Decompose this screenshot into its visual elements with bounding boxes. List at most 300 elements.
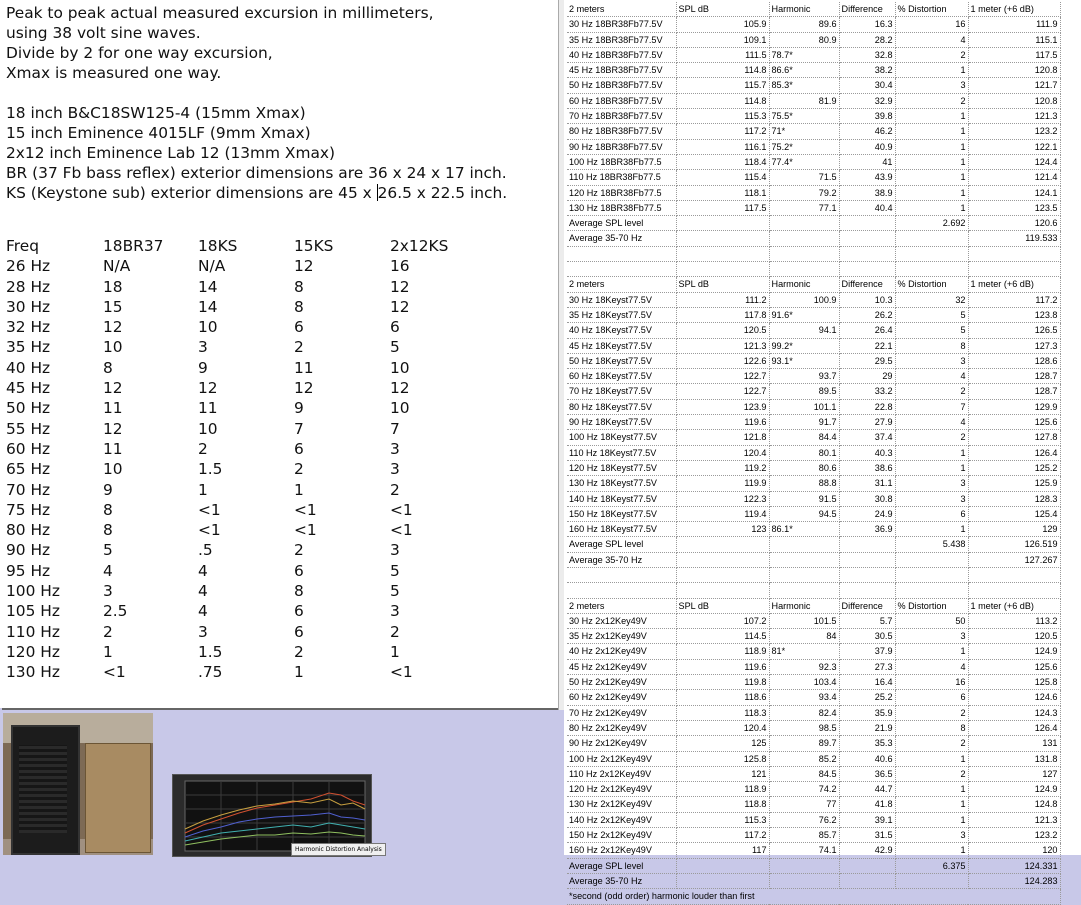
sheet-cell[interactable]: 115.1 [968, 32, 1060, 47]
sheet-cell[interactable]: 117.5 [676, 200, 769, 215]
sheet-cell[interactable]: 90 Hz 18BR38Fb77.5V [567, 139, 676, 154]
sheet-cell[interactable] [676, 537, 769, 552]
sheet-cell[interactable]: 122.1 [968, 139, 1060, 154]
sheet-cell[interactable]: 88.8 [769, 476, 839, 491]
sheet-cell[interactable]: 89.7 [769, 736, 839, 751]
sheet-cell[interactable] [676, 262, 769, 277]
sheet-cell[interactable]: 32 [895, 292, 968, 307]
sheet-cell[interactable]: Difference [839, 598, 895, 613]
sheet-cell[interactable]: Difference [839, 277, 895, 292]
sheet-cell[interactable]: 32.8 [839, 47, 895, 62]
sheet-cell[interactable] [839, 567, 895, 582]
sheet-cell[interactable]: 3 [895, 353, 968, 368]
sheet-cell[interactable] [769, 246, 839, 261]
sheet-cell[interactable]: 113.2 [968, 613, 1060, 628]
sheet-cell[interactable]: 36.5 [839, 766, 895, 781]
sheet-cell[interactable]: 1 [895, 170, 968, 185]
sheet-cell[interactable]: 124.9 [968, 644, 1060, 659]
sheet-cell[interactable]: 26.4 [839, 323, 895, 338]
sheet-cell[interactable]: 1 [895, 124, 968, 139]
sheet-cell[interactable]: 125.9 [968, 476, 1060, 491]
sheet-cell[interactable]: 60 Hz 18BR38Fb77.5V [567, 93, 676, 108]
sheet-cell[interactable]: Average 35-70 Hz [567, 873, 676, 888]
sheet-cell[interactable]: 100.9 [769, 292, 839, 307]
sheet-cell[interactable]: 90 Hz 2x12Key49V [567, 736, 676, 751]
sheet-cell[interactable]: 35.3 [839, 736, 895, 751]
subwoofer-photo-thumbnail[interactable] [3, 713, 153, 855]
sheet-cell[interactable]: 2 meters [567, 2, 676, 17]
sheet-cell[interactable]: 1 [895, 200, 968, 215]
sheet-cell[interactable] [769, 858, 839, 873]
sheet-cell[interactable]: 123 [676, 522, 769, 537]
sheet-cell[interactable]: 121.3 [968, 812, 1060, 827]
sheet-cell[interactable]: 45 Hz 2x12Key49V [567, 659, 676, 674]
sheet-cell[interactable] [567, 567, 676, 582]
sheet-cell[interactable]: 5.7 [839, 613, 895, 628]
sheet-cell[interactable]: SPL dB [676, 598, 769, 613]
sheet-cell[interactable]: 119.533 [968, 231, 1060, 246]
sheet-cell[interactable]: 100 Hz 18BR38Fb77.5 [567, 154, 676, 169]
sheet-cell[interactable]: 1 [895, 445, 968, 460]
sheet-cell[interactable] [839, 873, 895, 888]
sheet-cell[interactable]: Harmonic [769, 2, 839, 17]
sheet-cell[interactable]: 122.7 [676, 384, 769, 399]
sheet-cell[interactable]: 30 Hz 18Keyst77.5V [567, 292, 676, 307]
sheet-cell[interactable]: % Distortion [895, 598, 968, 613]
sheet-cell[interactable]: 107.2 [676, 613, 769, 628]
sheet-cell[interactable]: Difference [839, 2, 895, 17]
sheet-cell[interactable]: 120 [968, 843, 1060, 858]
sheet-cell[interactable]: 117 [676, 843, 769, 858]
sheet-cell[interactable] [676, 216, 769, 231]
sheet-cell[interactable]: 27.3 [839, 659, 895, 674]
sheet-cell[interactable]: 71.5 [769, 170, 839, 185]
sheet-cell[interactable]: 120.5 [968, 629, 1060, 644]
sheet-cell[interactable]: 1 [895, 782, 968, 797]
sheet-cell[interactable]: 81* [769, 644, 839, 659]
sheet-cell[interactable]: 125.6 [968, 659, 1060, 674]
sheet-cell[interactable]: 3 [895, 629, 968, 644]
sheet-cell[interactable]: 22.8 [839, 399, 895, 414]
sheet-cell[interactable]: 10.3 [839, 292, 895, 307]
sheet-cell[interactable]: 160 Hz 18Keyst77.5V [567, 522, 676, 537]
sheet-cell[interactable]: 124.9 [968, 782, 1060, 797]
sheet-cell[interactable] [839, 552, 895, 567]
sheet-cell[interactable] [676, 873, 769, 888]
sheet-cell[interactable]: 29.5 [839, 353, 895, 368]
sheet-cell[interactable] [839, 858, 895, 873]
sheet-cell[interactable]: 123.8 [968, 307, 1060, 322]
sheet-cell[interactable]: 30 Hz 18BR38Fb77.5V [567, 17, 676, 32]
sheet-cell[interactable] [839, 262, 895, 277]
sheet-cell[interactable]: 45 Hz 18Keyst77.5V [567, 338, 676, 353]
sheet-cell[interactable]: 35 Hz 18Keyst77.5V [567, 307, 676, 322]
sheet-cell[interactable]: 92.3 [769, 659, 839, 674]
sheet-cell[interactable]: 74.1 [769, 843, 839, 858]
sheet-cell[interactable]: 123.2 [968, 124, 1060, 139]
sheet-cell[interactable]: 120 Hz 18Keyst77.5V [567, 460, 676, 475]
sheet-cell[interactable] [769, 552, 839, 567]
sheet-cell[interactable]: 43.9 [839, 170, 895, 185]
sheet-cell[interactable]: 16.3 [839, 17, 895, 32]
sheet-cell[interactable]: 101.1 [769, 399, 839, 414]
sheet-cell[interactable]: 124.331 [968, 858, 1060, 873]
sheet-cell[interactable]: 125 [676, 736, 769, 751]
sheet-cell[interactable]: 117.2 [676, 828, 769, 843]
sheet-cell[interactable]: 2 [895, 47, 968, 62]
sheet-cell[interactable]: 7 [895, 399, 968, 414]
sheet-cell[interactable]: 30 Hz 2x12Key49V [567, 613, 676, 628]
sheet-cell[interactable]: 140 Hz 2x12Key49V [567, 812, 676, 827]
sheet-cell[interactable]: 121.3 [676, 338, 769, 353]
sheet-cell[interactable]: 1 [895, 154, 968, 169]
sheet-cell[interactable]: 93.4 [769, 690, 839, 705]
distortion-graph-window[interactable] [172, 774, 382, 857]
sheet-cell[interactable]: 26.2 [839, 307, 895, 322]
sheet-cell[interactable]: 60 Hz 18Keyst77.5V [567, 369, 676, 384]
sheet-cell[interactable]: 41 [839, 154, 895, 169]
sheet-cell[interactable]: 119.4 [676, 506, 769, 521]
sheet-cell[interactable]: 118.9 [676, 782, 769, 797]
sheet-cell[interactable]: 1 [895, 751, 968, 766]
sheet-cell[interactable]: 30.4 [839, 78, 895, 93]
sheet-cell[interactable]: 160 Hz 2x12Key49V [567, 843, 676, 858]
sheet-cell[interactable]: 128.6 [968, 353, 1060, 368]
sheet-cell[interactable]: 124.283 [968, 873, 1060, 888]
sheet-cell[interactable]: 82.4 [769, 705, 839, 720]
sheet-cell[interactable]: Harmonic [769, 277, 839, 292]
sheet-cell[interactable]: 85.7 [769, 828, 839, 843]
sheet-cell[interactable]: Average SPL level [567, 537, 676, 552]
sheet-cell[interactable]: 21.9 [839, 720, 895, 735]
sheet-cell[interactable]: % Distortion [895, 2, 968, 17]
sheet-cell[interactable]: 2 [895, 384, 968, 399]
sheet-cell[interactable]: 2 [895, 736, 968, 751]
sheet-cell[interactable]: 126.5 [968, 323, 1060, 338]
sheet-cell[interactable]: Average SPL level [567, 216, 676, 231]
sheet-cell[interactable] [769, 583, 839, 598]
sheet-cell[interactable]: 1 [895, 139, 968, 154]
sheet-cell[interactable] [567, 262, 676, 277]
sheet-cell[interactable]: 37.4 [839, 430, 895, 445]
sheet-cell[interactable]: 80 Hz 18BR38Fb77.5V [567, 124, 676, 139]
sheet-cell[interactable]: % Distortion [895, 277, 968, 292]
sheet-cell[interactable]: 119.6 [676, 659, 769, 674]
sheet-cell[interactable]: 118.6 [676, 690, 769, 705]
sheet-cell[interactable] [895, 246, 968, 261]
sheet-cell[interactable]: 125.8 [968, 675, 1060, 690]
sheet-cell[interactable] [839, 583, 895, 598]
sheet-cell[interactable]: 85.2 [769, 751, 839, 766]
sheet-cell[interactable]: 128.7 [968, 369, 1060, 384]
sheet-cell[interactable]: 109.1 [676, 32, 769, 47]
sheet-cell[interactable]: 124.4 [968, 154, 1060, 169]
sheet-cell[interactable]: 100 Hz 2x12Key49V [567, 751, 676, 766]
sheet-cell[interactable]: 3 [895, 476, 968, 491]
sheet-cell[interactable]: 129.9 [968, 399, 1060, 414]
sheet-cell[interactable]: 125.2 [968, 460, 1060, 475]
sheet-cell[interactable]: 1 [895, 63, 968, 78]
sheet-cell[interactable]: 84 [769, 629, 839, 644]
sheet-cell[interactable] [769, 262, 839, 277]
sheet-cell[interactable]: SPL dB [676, 277, 769, 292]
sheet-cell[interactable]: 124.1 [968, 185, 1060, 200]
sheet-cell[interactable]: 1 [895, 644, 968, 659]
sheet-cell[interactable]: 40 Hz 2x12Key49V [567, 644, 676, 659]
sheet-cell[interactable]: 38.6 [839, 460, 895, 475]
sheet-cell[interactable]: Average 35-70 Hz [567, 552, 676, 567]
sheet-cell[interactable] [676, 567, 769, 582]
sheet-cell[interactable]: 110 Hz 18Keyst77.5V [567, 445, 676, 460]
sheet-cell[interactable] [839, 231, 895, 246]
sheet-cell[interactable]: 6 [895, 506, 968, 521]
sheet-cell[interactable]: 16 [895, 675, 968, 690]
sheet-cell[interactable]: 115.4 [676, 170, 769, 185]
sheet-cell[interactable] [567, 583, 676, 598]
sheet-cell[interactable]: 40.4 [839, 200, 895, 215]
sheet-cell[interactable]: 120.4 [676, 720, 769, 735]
sheet-cell[interactable]: 33.2 [839, 384, 895, 399]
sheet-cell[interactable]: 39.8 [839, 109, 895, 124]
sheet-cell[interactable]: 38.9 [839, 185, 895, 200]
sheet-cell[interactable]: 50 Hz 18BR38Fb77.5V [567, 78, 676, 93]
sheet-cell[interactable]: 4 [895, 659, 968, 674]
sheet-cell[interactable]: 115.3 [676, 812, 769, 827]
sheet-cell[interactable]: 128.3 [968, 491, 1060, 506]
sheet-cell[interactable]: 4 [895, 32, 968, 47]
sheet-cell[interactable]: 60 Hz 2x12Key49V [567, 690, 676, 705]
sheet-cell[interactable]: 120.4 [676, 445, 769, 460]
sheet-cell[interactable] [839, 216, 895, 231]
sheet-cell[interactable]: 75.5* [769, 109, 839, 124]
sheet-cell[interactable]: 130 Hz 18Keyst77.5V [567, 476, 676, 491]
sheet-cell[interactable]: 80.9 [769, 32, 839, 47]
sheet-cell[interactable]: 140 Hz 18Keyst77.5V [567, 491, 676, 506]
sheet-cell[interactable]: 32.9 [839, 93, 895, 108]
sheet-cell[interactable] [895, 552, 968, 567]
sheet-cell[interactable]: 41.8 [839, 797, 895, 812]
sheet-cell[interactable]: 42.9 [839, 843, 895, 858]
sheet-cell[interactable]: 1 [895, 797, 968, 812]
sheet-cell[interactable]: 2 [895, 430, 968, 445]
sheet-cell[interactable]: 118.3 [676, 705, 769, 720]
sheet-cell[interactable] [968, 262, 1060, 277]
sheet-cell[interactable]: 93.1* [769, 353, 839, 368]
sheet-cell[interactable]: 45 Hz 18BR38Fb77.5V [567, 63, 676, 78]
sheet-cell[interactable] [895, 873, 968, 888]
sheet-cell[interactable]: 3 [895, 78, 968, 93]
sheet-cell[interactable]: 114.8 [676, 63, 769, 78]
sheet-cell[interactable]: 122.7 [676, 369, 769, 384]
sheet-cell[interactable]: 28.2 [839, 32, 895, 47]
sheet-cell[interactable]: 8 [895, 338, 968, 353]
sheet-cell[interactable]: 2 [895, 93, 968, 108]
sheet-cell[interactable]: 121.3 [968, 109, 1060, 124]
sheet-cell[interactable]: 86.6* [769, 63, 839, 78]
sheet-cell[interactable] [895, 583, 968, 598]
sheet-cell[interactable]: 1 [895, 460, 968, 475]
sheet-cell[interactable]: 125.8 [676, 751, 769, 766]
sheet-cell[interactable]: 93.7 [769, 369, 839, 384]
sheet-cell[interactable]: 70 Hz 2x12Key49V [567, 705, 676, 720]
sheet-cell[interactable]: 50 [895, 613, 968, 628]
sheet-cell[interactable] [676, 583, 769, 598]
sheet-cell[interactable]: 70 Hz 18BR38Fb77.5V [567, 109, 676, 124]
sheet-cell[interactable]: 24.9 [839, 506, 895, 521]
sheet-cell[interactable]: 37.9 [839, 644, 895, 659]
sheet-cell[interactable]: 120.8 [968, 63, 1060, 78]
sheet-cell[interactable]: 125.6 [968, 415, 1060, 430]
sheet-cell[interactable]: 127.3 [968, 338, 1060, 353]
sheet-cell[interactable]: 94.5 [769, 506, 839, 521]
sheet-cell[interactable]: 27.9 [839, 415, 895, 430]
sheet-cell[interactable]: 38.2 [839, 63, 895, 78]
sheet-cell[interactable]: 75.2* [769, 139, 839, 154]
sheet-cell[interactable]: 40.6 [839, 751, 895, 766]
sheet-cell[interactable]: 50 Hz 2x12Key49V [567, 675, 676, 690]
sheet-cell[interactable] [769, 537, 839, 552]
sheet-cell[interactable]: 117.5 [968, 47, 1060, 62]
sheet-cell[interactable]: 91.5 [769, 491, 839, 506]
sheet-cell[interactable] [567, 246, 676, 261]
sheet-cell[interactable]: 2 [895, 705, 968, 720]
sheet-cell[interactable]: 127.8 [968, 430, 1060, 445]
sheet-cell[interactable] [676, 858, 769, 873]
sheet-cell[interactable]: 105.9 [676, 17, 769, 32]
sheet-cell[interactable]: 1 meter (+6 dB) [968, 2, 1060, 17]
sheet-cell[interactable]: 130 Hz 2x12Key49V [567, 797, 676, 812]
sheet-cell[interactable] [895, 231, 968, 246]
sheet-cell[interactable]: 44.7 [839, 782, 895, 797]
sheet-cell[interactable] [769, 873, 839, 888]
sheet-cell[interactable]: 40.9 [839, 139, 895, 154]
sheet-cell[interactable]: 85.3* [769, 78, 839, 93]
sheet-cell[interactable] [968, 246, 1060, 261]
sheet-cell[interactable]: 101.5 [769, 613, 839, 628]
sheet-cell[interactable]: 110 Hz 2x12Key49V [567, 766, 676, 781]
sheet-cell[interactable]: 40 Hz 18Keyst77.5V [567, 323, 676, 338]
sheet-cell[interactable]: 25.2 [839, 690, 895, 705]
sheet-cell[interactable]: 2 [895, 766, 968, 781]
sheet-cell[interactable]: 119.8 [676, 675, 769, 690]
sheet-cell[interactable]: 40.3 [839, 445, 895, 460]
sheet-cell[interactable]: 80 Hz 18Keyst77.5V [567, 399, 676, 414]
sheet-cell[interactable]: 150 Hz 2x12Key49V [567, 828, 676, 843]
sheet-cell[interactable]: 100 Hz 18Keyst77.5V [567, 430, 676, 445]
sheet-cell[interactable]: 121.7 [968, 78, 1060, 93]
sheet-cell[interactable]: Harmonic [769, 598, 839, 613]
sheet-cell[interactable]: 120.6 [968, 216, 1060, 231]
sheet-cell[interactable]: Average 35-70 Hz [567, 231, 676, 246]
sheet-cell[interactable]: 1 [895, 185, 968, 200]
sheet-cell[interactable]: 22.1 [839, 338, 895, 353]
sheet-cell[interactable]: 117.8 [676, 307, 769, 322]
sheet-cell[interactable] [968, 583, 1060, 598]
sheet-cell[interactable] [895, 262, 968, 277]
sheet-cell[interactable]: 30.8 [839, 491, 895, 506]
sheet-cell[interactable]: 84.4 [769, 430, 839, 445]
sheet-cell[interactable]: 16.4 [839, 675, 895, 690]
sheet-cell[interactable]: 127 [968, 766, 1060, 781]
sheet-cell[interactable]: 119.6 [676, 415, 769, 430]
sheet-cell[interactable]: 91.6* [769, 307, 839, 322]
sheet-cell[interactable]: 111.5 [676, 47, 769, 62]
sheet-cell[interactable]: Average SPL level [567, 858, 676, 873]
sheet-cell[interactable]: 5.438 [895, 537, 968, 552]
sheet-cell[interactable]: 91.7 [769, 415, 839, 430]
sheet-cell[interactable]: 103.4 [769, 675, 839, 690]
sheet-cell[interactable] [968, 567, 1060, 582]
sheet-cell[interactable]: 78.7* [769, 47, 839, 62]
sheet-cell[interactable]: 3 [895, 828, 968, 843]
sheet-cell[interactable]: 124.6 [968, 690, 1060, 705]
sheet-cell[interactable]: 4 [895, 415, 968, 430]
sheet-cell[interactable]: 118.4 [676, 154, 769, 169]
sheet-cell[interactable]: 31.5 [839, 828, 895, 843]
sheet-cell[interactable] [769, 216, 839, 231]
sheet-cell[interactable]: 131 [968, 736, 1060, 751]
sheet-cell[interactable]: 35 Hz 18BR38Fb77.5V [567, 32, 676, 47]
sheet-cell[interactable]: 90 Hz 18Keyst77.5V [567, 415, 676, 430]
sheet-cell[interactable]: 30.5 [839, 629, 895, 644]
sheet-cell[interactable]: 1 meter (+6 dB) [968, 598, 1060, 613]
sheet-cell[interactable]: 1 [895, 522, 968, 537]
sheet-cell[interactable]: 129 [968, 522, 1060, 537]
sheet-cell[interactable] [839, 246, 895, 261]
sheet-cell[interactable] [676, 552, 769, 567]
sheet-cell[interactable]: 98.5 [769, 720, 839, 735]
sheet-cell[interactable] [676, 231, 769, 246]
sheet-cell[interactable]: 120 Hz 18BR38Fb77.5 [567, 185, 676, 200]
sheet-cell[interactable]: 94.1 [769, 323, 839, 338]
sheet-cell[interactable]: 117.2 [676, 124, 769, 139]
sheet-cell[interactable]: 114.5 [676, 629, 769, 644]
sheet-cell[interactable]: 118.9 [676, 644, 769, 659]
spreadsheet-window[interactable] [564, 0, 1081, 902]
sheet-cell[interactable]: 118.8 [676, 797, 769, 812]
sheet-cell[interactable]: 40 Hz 18BR38Fb77.5V [567, 47, 676, 62]
sheet-cell[interactable]: 110 Hz 18BR38Fb77.5 [567, 170, 676, 185]
sheet-cell[interactable]: 116.1 [676, 139, 769, 154]
sheet-cell[interactable]: 123.5 [968, 200, 1060, 215]
sheet-cell[interactable]: 128.7 [968, 384, 1060, 399]
sheet-cell[interactable]: 120 Hz 2x12Key49V [567, 782, 676, 797]
sheet-cell[interactable]: 130 Hz 18BR38Fb77.5 [567, 200, 676, 215]
sheet-cell[interactable]: 126.519 [968, 537, 1060, 552]
sheet-cell[interactable]: 120.8 [968, 93, 1060, 108]
sheet-cell[interactable]: 126.4 [968, 445, 1060, 460]
sheet-cell[interactable]: 4 [895, 369, 968, 384]
sheet-cell[interactable] [769, 231, 839, 246]
sheet-cell[interactable]: 117.2 [968, 292, 1060, 307]
sheet-cell[interactable]: 77 [769, 797, 839, 812]
sheet-cell[interactable]: 119.9 [676, 476, 769, 491]
sheet-cell[interactable]: 8 [895, 720, 968, 735]
sheet-cell[interactable]: 123.9 [676, 399, 769, 414]
sheet-cell[interactable]: 50 Hz 18Keyst77.5V [567, 353, 676, 368]
sheet-cell[interactable]: 80.6 [769, 460, 839, 475]
sheet-cell[interactable]: 81.9 [769, 93, 839, 108]
sheet-cell[interactable]: 99.2* [769, 338, 839, 353]
sheet-cell[interactable]: 46.2 [839, 124, 895, 139]
sheet-cell[interactable]: 122.6 [676, 353, 769, 368]
sheet-cell[interactable]: 118.1 [676, 185, 769, 200]
sheet-cell[interactable]: 121.4 [968, 170, 1060, 185]
sheet-cell[interactable]: 80.1 [769, 445, 839, 460]
sheet-cell[interactable]: 6.375 [895, 858, 968, 873]
sheet-cell[interactable]: 115.3 [676, 109, 769, 124]
sheet-cell[interactable]: 5 [895, 307, 968, 322]
